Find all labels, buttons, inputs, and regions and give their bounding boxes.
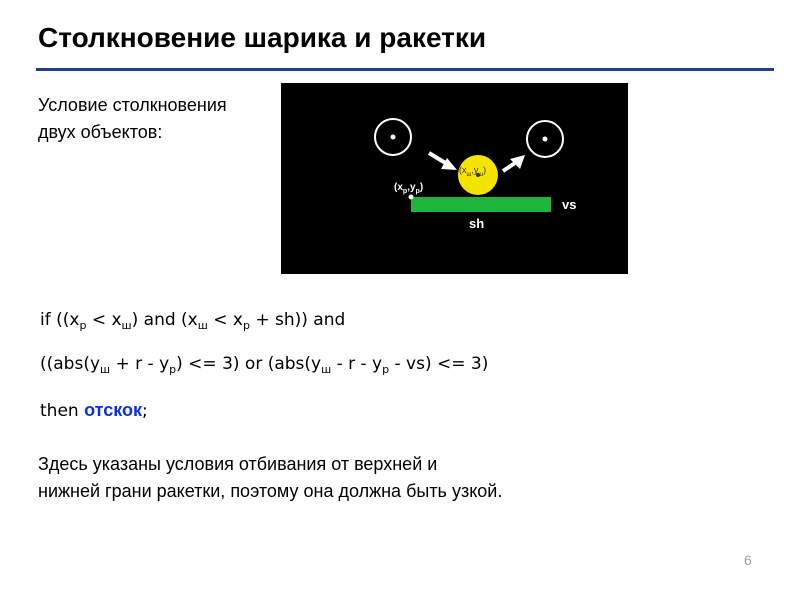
paddle (411, 197, 551, 212)
code-line-1: if ($(x_p < x_ш)$ and $(x_ш < x_p + sh)$) and (40, 310, 346, 332)
page-number: 6 (744, 552, 752, 568)
paddle-coord-label: $(x_p,y_p)$ (394, 182, 424, 195)
outgoing-ball-center (543, 137, 548, 142)
outgoing-arrow-shaft (503, 163, 515, 171)
intro-line-2: двух объектов: (38, 122, 163, 142)
intro-text (38, 92, 227, 146)
ball-coord-label: $(x_ш,y_ш)$ (459, 165, 487, 178)
note-line-2: нижней грани ракетки, поэтому она должна быть узкой. (38, 481, 503, 501)
title-underline (36, 68, 774, 71)
intro-line-1: Условие столкновения (38, 95, 227, 115)
note-line-1: Здесь указаны условия отбивания от верхней и (38, 454, 438, 474)
note-text (38, 451, 502, 505)
code-line-3: then отскок; (40, 400, 148, 421)
collision-diagram (281, 83, 628, 274)
collision-diagram-svg (281, 83, 628, 274)
bounce-keyword: отскок (84, 400, 142, 420)
incoming-arrow-shaft (429, 153, 447, 164)
paddle-width-label: sh (469, 216, 485, 231)
paddle-corner-point (409, 195, 414, 200)
code-line-2: ($(abs(y_ш + r - y_p) <= 3)$ or $(abs(y_ш - r - y_p - vs) <= 3)$ (40, 354, 489, 376)
paddle-height-label: vs (562, 197, 577, 212)
incoming-ball-center (391, 135, 396, 140)
slide-title: Столкновение шарика и ракетки (38, 22, 487, 53)
